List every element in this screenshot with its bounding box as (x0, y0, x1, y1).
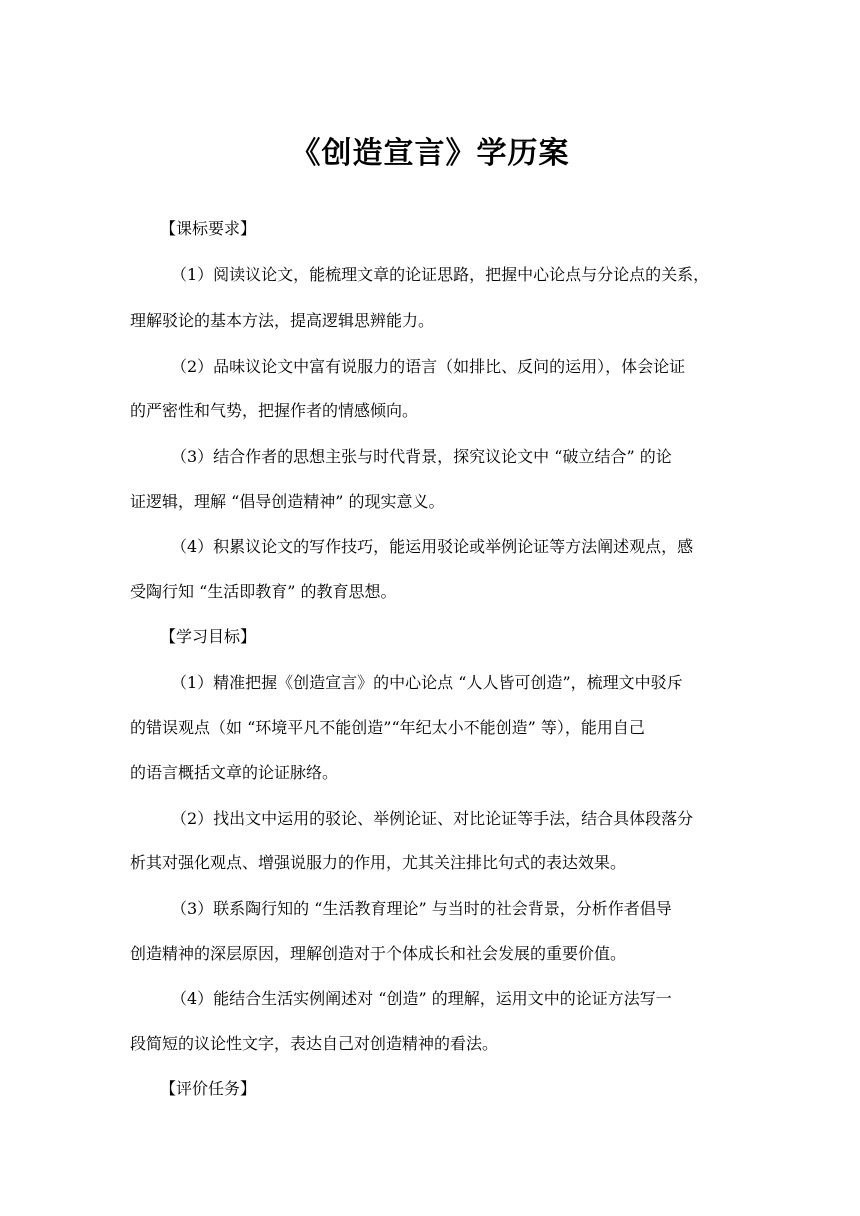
paragraph-line: 证逻辑，理解 “倡导创造精神” 的现实意义。 (130, 492, 445, 511)
document-title: 《创造宣言》学历案 (290, 136, 570, 171)
paragraph-line: （4）能结合生活实例阐述对 “创造” 的理解，运用文中的论证方法写一 (171, 989, 672, 1008)
paragraph-line: 的错误观点（如 “环境平凡不能创造”“年纪太小不能创造” 等），能用自己 (130, 718, 645, 737)
paragraph-line: （3）联系陶行知的 “生活教育理论” 与当时的社会背景，分析作者倡导 (171, 899, 672, 918)
paragraph-line: （2）找出文中运用的驳论、举例论证、对比论证等手法，结合具体段落分 (171, 809, 694, 828)
paragraph-line: （1）阅读议论文，能梳理文章的论证思路，把握中心论点与分论点的关系， (171, 265, 710, 284)
paragraph-line: （1）精准把握《创造宣言》的中心论点 “人人皆可创造”，梳理文中驳斥 (171, 673, 683, 692)
paragraph-line: 段简短的议论性文字，表达自己对创造精神的看法。 (130, 1034, 499, 1053)
paragraph-line: 的语言概括文章的论证脉络。 (130, 763, 339, 782)
paragraph-line: 受陶行知 “生活即教育” 的教育思想。 (130, 582, 397, 601)
section-heading-curriculum: 【课标要求】 (160, 219, 257, 238)
paragraph-line: （4）积累议论文的写作技巧，能运用驳论或举例论证等方法阐述观点，感 (171, 537, 694, 556)
paragraph-line: （3）结合作者的思想主张与时代背景，探究议论文中 “破立结合” 的论 (171, 447, 672, 466)
paragraph-line: 理解驳论的基本方法，提高逻辑思辨能力。 (130, 311, 435, 330)
paragraph-line: 析其对强化观点、增强说服力的作用，尤其关注排比句式的表达效果。 (130, 853, 627, 872)
paragraph-line: （2）品味议论文中富有说服力的语言（如排比、反问的运用），体会论证 (171, 357, 686, 376)
section-heading-learning-goals: 【学习目标】 (160, 627, 257, 646)
section-heading-assessment: 【评价任务】 (160, 1079, 257, 1098)
paragraph-line: 的严密性和气势，把握作者的情感倾向。 (130, 401, 419, 420)
paragraph-line: 创造精神的深层原因，理解创造对于个体成长和社会发展的重要价值。 (130, 944, 627, 963)
